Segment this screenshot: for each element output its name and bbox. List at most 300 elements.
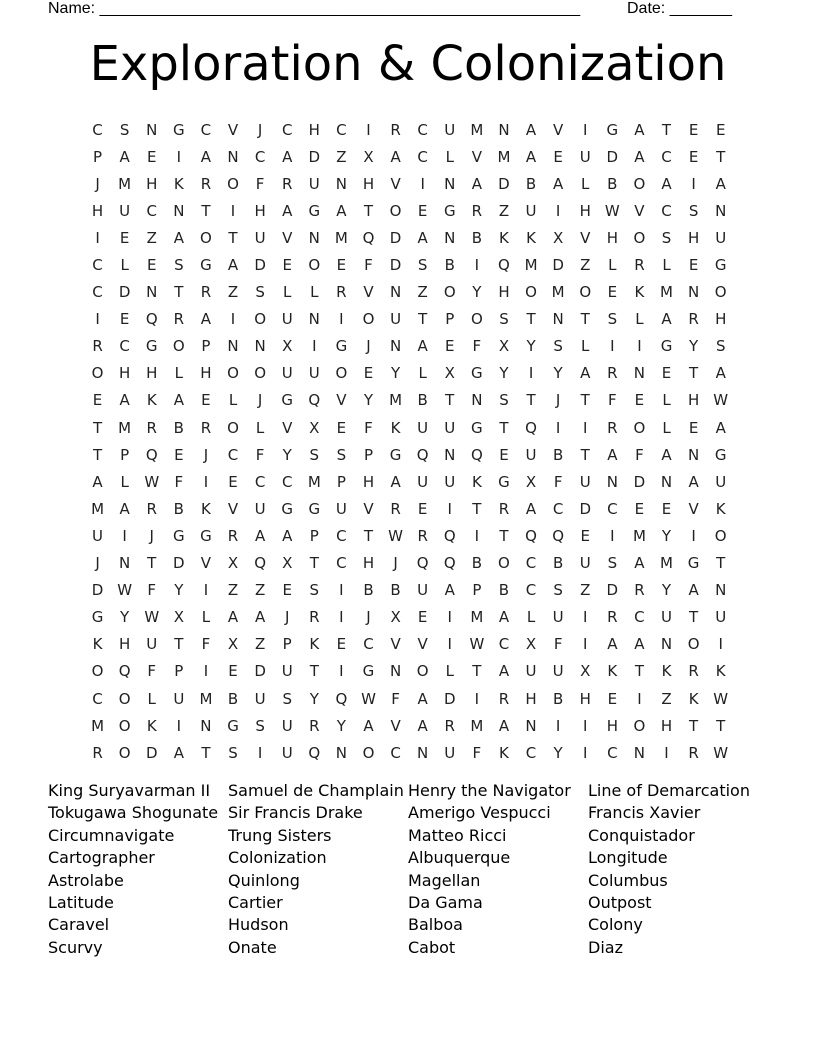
grid-cell[interactable]: Y: [553, 364, 563, 383]
grid-cell[interactable]: C: [498, 635, 510, 654]
grid-cell[interactable]: O: [416, 662, 429, 681]
grid-cell[interactable]: U: [281, 716, 293, 735]
grid-cell[interactable]: N: [389, 662, 402, 681]
grid-cell[interactable]: L: [526, 608, 536, 627]
grid-cell[interactable]: U: [444, 743, 456, 762]
grid-cell[interactable]: H: [362, 472, 375, 491]
grid-cell[interactable]: A: [498, 716, 510, 735]
grid-cell[interactable]: D: [443, 689, 456, 708]
grid-cell[interactable]: Q: [552, 526, 565, 545]
grid-cell[interactable]: X: [363, 147, 374, 166]
grid-cell[interactable]: T: [526, 310, 536, 329]
grid-cell[interactable]: C: [92, 283, 103, 302]
grid-cell[interactable]: Y: [661, 581, 672, 600]
grid-cell[interactable]: V: [634, 201, 645, 220]
grid-cell[interactable]: A: [417, 337, 428, 356]
grid-cell[interactable]: P: [174, 662, 184, 681]
grid-cell[interactable]: A: [498, 662, 510, 681]
grid-cell[interactable]: B: [227, 689, 239, 708]
grid-cell[interactable]: I: [474, 526, 480, 545]
grid-cell[interactable]: O: [525, 283, 537, 302]
grid-cell[interactable]: A: [444, 581, 455, 600]
grid-cell[interactable]: S: [499, 310, 509, 329]
grid-cell[interactable]: Y: [336, 716, 346, 735]
grid-cell[interactable]: H: [308, 120, 320, 139]
grid-cell[interactable]: T: [580, 445, 590, 464]
grid-cell[interactable]: U: [173, 689, 185, 708]
grid-cell[interactable]: V: [580, 228, 591, 247]
grid-cell[interactable]: I: [339, 662, 344, 681]
grid-cell[interactable]: I: [447, 608, 452, 627]
grid-cell[interactable]: R: [336, 283, 347, 302]
grid-cell[interactable]: D: [498, 174, 510, 193]
grid-cell[interactable]: E: [119, 310, 130, 329]
grid-cell[interactable]: A: [227, 256, 239, 275]
grid-cell[interactable]: W: [117, 581, 133, 600]
grid-cell[interactable]: Q: [118, 662, 131, 681]
grid-cell[interactable]: P: [363, 445, 373, 464]
grid-cell[interactable]: O: [687, 635, 700, 654]
grid-cell[interactable]: M: [497, 147, 511, 166]
grid-cell[interactable]: E: [336, 635, 347, 654]
grid-cell[interactable]: I: [583, 120, 588, 139]
grid-cell[interactable]: T: [174, 635, 184, 654]
grid-cell[interactable]: A: [363, 716, 374, 735]
grid-cell[interactable]: R: [634, 581, 645, 600]
grid-cell[interactable]: C: [552, 499, 564, 518]
grid-cell[interactable]: E: [146, 256, 157, 275]
grid-cell[interactable]: N: [552, 310, 564, 329]
grid-cell[interactable]: X: [444, 364, 455, 383]
grid-cell[interactable]: U: [715, 472, 727, 491]
grid-cell[interactable]: C: [336, 120, 347, 139]
grid-cell[interactable]: H: [146, 174, 158, 193]
grid-cell[interactable]: V: [336, 391, 347, 410]
grid-cell[interactable]: F: [635, 445, 644, 464]
grid-cell[interactable]: X: [227, 635, 239, 654]
grid-cell[interactable]: S: [174, 256, 184, 275]
grid-cell[interactable]: F: [553, 472, 563, 491]
grid-cell[interactable]: C: [281, 120, 293, 139]
grid-cell[interactable]: T: [201, 743, 211, 762]
grid-cell[interactable]: J: [366, 608, 371, 627]
grid-cell[interactable]: U: [281, 743, 293, 762]
grid-cell[interactable]: M: [307, 472, 321, 491]
grid-cell[interactable]: S: [499, 391, 509, 410]
grid-cell[interactable]: N: [715, 201, 727, 220]
grid-cell[interactable]: E: [580, 526, 590, 545]
grid-cell[interactable]: I: [366, 120, 371, 139]
grid-cell[interactable]: Q: [470, 445, 483, 464]
grid-cell[interactable]: C: [200, 120, 212, 139]
grid-cell[interactable]: H: [687, 391, 700, 410]
grid-cell[interactable]: I: [339, 310, 344, 329]
grid-cell[interactable]: E: [688, 418, 699, 437]
grid-cell[interactable]: T: [499, 418, 509, 437]
grid-cell[interactable]: T: [309, 662, 319, 681]
grid-cell[interactable]: E: [201, 391, 211, 410]
grid-cell[interactable]: B: [552, 689, 564, 708]
grid-cell[interactable]: Y: [472, 283, 482, 302]
grid-cell[interactable]: J: [366, 337, 371, 356]
grid-cell[interactable]: K: [173, 174, 184, 193]
grid-cell[interactable]: J: [393, 554, 398, 573]
grid-cell[interactable]: R: [92, 337, 103, 356]
grid-cell[interactable]: O: [118, 689, 131, 708]
grid-cell[interactable]: L: [445, 662, 454, 681]
grid-cell[interactable]: A: [715, 174, 726, 193]
grid-cell[interactable]: G: [281, 391, 294, 410]
grid-cell[interactable]: A: [254, 526, 266, 545]
grid-cell[interactable]: P: [472, 581, 482, 600]
grid-cell[interactable]: A: [119, 391, 130, 410]
grid-cell[interactable]: I: [339, 581, 344, 600]
grid-cell[interactable]: P: [120, 445, 130, 464]
grid-cell[interactable]: A: [119, 499, 130, 518]
grid-cell[interactable]: T: [363, 526, 374, 545]
grid-cell[interactable]: R: [417, 526, 428, 545]
grid-cell[interactable]: B: [552, 445, 564, 464]
grid-cell[interactable]: H: [606, 228, 618, 247]
grid-cell[interactable]: N: [660, 635, 673, 654]
grid-cell[interactable]: E: [92, 391, 103, 410]
grid-cell[interactable]: T: [92, 418, 103, 437]
grid-cell[interactable]: S: [661, 228, 672, 247]
grid-cell[interactable]: E: [228, 472, 238, 491]
grid-cell[interactable]: L: [418, 364, 427, 383]
grid-cell[interactable]: L: [310, 283, 319, 302]
grid-cell[interactable]: V: [390, 635, 401, 654]
grid-cell[interactable]: K: [390, 418, 401, 437]
grid-cell[interactable]: B: [444, 256, 455, 275]
grid-cell[interactable]: S: [607, 310, 618, 329]
grid-cell[interactable]: O: [362, 310, 375, 329]
grid-cell[interactable]: R: [471, 201, 483, 220]
grid-cell[interactable]: A: [254, 608, 266, 627]
grid-cell[interactable]: W: [144, 608, 160, 627]
grid-cell[interactable]: A: [173, 391, 184, 410]
grid-cell[interactable]: Z: [417, 283, 428, 302]
grid-cell[interactable]: P: [336, 472, 346, 491]
grid-cell[interactable]: L: [635, 310, 644, 329]
grid-cell[interactable]: I: [637, 337, 642, 356]
grid-cell[interactable]: G: [714, 445, 727, 464]
grid-cell[interactable]: S: [336, 445, 347, 464]
grid-cell[interactable]: U: [715, 608, 727, 627]
grid-cell[interactable]: T: [716, 147, 726, 166]
grid-cell[interactable]: E: [282, 581, 292, 600]
grid-cell[interactable]: C: [92, 256, 103, 275]
grid-cell[interactable]: U: [146, 635, 158, 654]
grid-cell[interactable]: C: [525, 581, 537, 600]
grid-cell[interactable]: G: [227, 716, 239, 735]
grid-cell[interactable]: D: [633, 472, 646, 491]
grid-cell[interactable]: E: [607, 283, 618, 302]
grid-cell[interactable]: T: [634, 662, 644, 681]
grid-cell[interactable]: Z: [336, 147, 347, 166]
grid-cell[interactable]: A: [417, 228, 428, 247]
grid-cell[interactable]: W: [361, 689, 376, 708]
grid-cell[interactable]: A: [498, 608, 510, 627]
grid-cell[interactable]: U: [281, 364, 293, 383]
grid-cell[interactable]: U: [444, 472, 456, 491]
grid-cell[interactable]: N: [119, 554, 131, 573]
grid-cell[interactable]: E: [336, 418, 347, 437]
grid-cell[interactable]: G: [443, 201, 456, 220]
grid-cell[interactable]: I: [95, 228, 100, 247]
grid-cell[interactable]: H: [687, 228, 700, 247]
grid-cell[interactable]: M: [118, 174, 132, 193]
grid-cell[interactable]: G: [606, 120, 619, 139]
grid-cell[interactable]: C: [525, 554, 537, 573]
grid-cell[interactable]: E: [634, 391, 645, 410]
grid-cell[interactable]: G: [200, 526, 212, 545]
grid-cell[interactable]: V: [471, 147, 482, 166]
grid-cell[interactable]: U: [552, 662, 564, 681]
grid-cell[interactable]: F: [255, 445, 265, 464]
grid-cell[interactable]: V: [390, 716, 401, 735]
grid-cell[interactable]: K: [146, 391, 157, 410]
grid-cell[interactable]: C: [634, 608, 645, 627]
grid-cell[interactable]: E: [499, 445, 509, 464]
grid-cell[interactable]: P: [93, 147, 103, 166]
grid-cell[interactable]: S: [553, 581, 563, 600]
grid-cell[interactable]: E: [146, 147, 157, 166]
grid-cell[interactable]: I: [203, 662, 209, 681]
grid-cell[interactable]: U: [525, 445, 537, 464]
grid-cell[interactable]: O: [389, 201, 402, 220]
grid-cell[interactable]: N: [335, 174, 347, 193]
grid-cell[interactable]: X: [553, 228, 564, 247]
grid-cell[interactable]: A: [607, 635, 618, 654]
grid-cell[interactable]: L: [228, 391, 238, 410]
grid-cell[interactable]: U: [308, 174, 320, 193]
grid-cell[interactable]: U: [308, 364, 320, 383]
grid-cell[interactable]: I: [555, 418, 561, 437]
grid-cell[interactable]: A: [200, 310, 212, 329]
grid-cell[interactable]: T: [363, 201, 374, 220]
grid-cell[interactable]: T: [580, 310, 590, 329]
grid-cell[interactable]: Z: [227, 581, 239, 600]
grid-cell[interactable]: L: [662, 391, 671, 410]
grid-cell[interactable]: B: [173, 499, 184, 518]
grid-cell[interactable]: F: [608, 391, 617, 410]
grid-cell[interactable]: F: [391, 689, 400, 708]
grid-cell[interactable]: E: [688, 147, 699, 166]
grid-cell[interactable]: U: [715, 228, 727, 247]
grid-cell[interactable]: U: [254, 689, 266, 708]
grid-cell[interactable]: U: [444, 120, 456, 139]
grid-cell[interactable]: D: [389, 256, 402, 275]
grid-cell[interactable]: O: [498, 554, 510, 573]
grid-cell[interactable]: U: [254, 499, 266, 518]
grid-cell[interactable]: V: [227, 120, 239, 139]
grid-cell[interactable]: H: [579, 689, 591, 708]
grid-cell[interactable]: R: [688, 743, 699, 762]
grid-cell[interactable]: A: [336, 201, 347, 220]
grid-cell[interactable]: P: [309, 526, 319, 545]
grid-cell[interactable]: J: [95, 174, 100, 193]
name-field-label[interactable]: Name: ______________________________________________________: [48, 0, 581, 17]
grid-cell[interactable]: H: [606, 716, 618, 735]
grid-cell[interactable]: N: [200, 716, 212, 735]
grid-cell[interactable]: I: [583, 418, 588, 437]
grid-cell[interactable]: K: [715, 662, 726, 681]
grid-cell[interactable]: I: [339, 608, 344, 627]
grid-cell[interactable]: I: [691, 526, 696, 545]
grid-cell[interactable]: N: [173, 201, 185, 220]
grid-cell[interactable]: I: [312, 337, 317, 356]
grid-cell[interactable]: I: [610, 526, 615, 545]
grid-cell[interactable]: I: [583, 743, 588, 762]
grid-cell[interactable]: J: [555, 391, 561, 410]
grid-cell[interactable]: T: [689, 716, 699, 735]
grid-cell[interactable]: P: [445, 310, 455, 329]
grid-cell[interactable]: T: [201, 201, 211, 220]
grid-cell[interactable]: S: [282, 689, 292, 708]
grid-cell[interactable]: G: [281, 499, 294, 518]
grid-cell[interactable]: X: [173, 608, 184, 627]
grid-cell[interactable]: I: [420, 174, 425, 193]
grid-cell[interactable]: H: [119, 364, 131, 383]
grid-cell[interactable]: B: [607, 174, 618, 193]
grid-cell[interactable]: M: [660, 554, 673, 573]
grid-cell[interactable]: D: [606, 581, 619, 600]
grid-cell[interactable]: N: [227, 147, 239, 166]
grid-cell[interactable]: R: [498, 689, 510, 708]
grid-cell[interactable]: Q: [308, 743, 321, 762]
grid-cell[interactable]: R: [688, 310, 699, 329]
grid-cell[interactable]: U: [281, 662, 293, 681]
grid-cell[interactable]: T: [472, 662, 482, 681]
grid-cell[interactable]: V: [390, 174, 401, 193]
grid-cell[interactable]: R: [92, 743, 103, 762]
grid-cell[interactable]: O: [254, 310, 267, 329]
grid-cell[interactable]: K: [634, 283, 645, 302]
grid-cell[interactable]: K: [201, 499, 211, 518]
grid-cell[interactable]: A: [688, 581, 699, 600]
grid-cell[interactable]: I: [230, 310, 236, 329]
grid-cell[interactable]: K: [146, 716, 157, 735]
grid-cell[interactable]: R: [390, 499, 401, 518]
grid-cell[interactable]: R: [607, 418, 618, 437]
grid-cell[interactable]: X: [282, 554, 293, 573]
grid-cell[interactable]: Q: [145, 310, 158, 329]
grid-cell[interactable]: I: [122, 526, 127, 545]
grid-cell[interactable]: X: [390, 608, 401, 627]
grid-cell[interactable]: H: [579, 201, 591, 220]
grid-cell[interactable]: V: [282, 228, 293, 247]
grid-cell[interactable]: I: [257, 743, 263, 762]
grid-cell[interactable]: C: [336, 526, 347, 545]
grid-cell[interactable]: V: [553, 120, 564, 139]
grid-cell[interactable]: S: [553, 337, 563, 356]
grid-cell[interactable]: B: [471, 228, 482, 247]
grid-cell[interactable]: N: [606, 472, 618, 491]
grid-cell[interactable]: T: [228, 228, 238, 247]
grid-cell[interactable]: X: [498, 337, 510, 356]
grid-cell[interactable]: M: [470, 120, 484, 139]
grid-cell[interactable]: W: [388, 526, 403, 545]
grid-cell[interactable]: N: [335, 743, 347, 762]
grid-cell[interactable]: C: [146, 201, 157, 220]
grid-cell[interactable]: I: [176, 147, 182, 166]
grid-cell[interactable]: N: [498, 120, 510, 139]
grid-cell[interactable]: Q: [525, 418, 537, 437]
grid-cell[interactable]: L: [662, 418, 671, 437]
grid-cell[interactable]: V: [417, 635, 428, 654]
grid-cell[interactable]: Y: [689, 337, 699, 356]
grid-cell[interactable]: D: [552, 256, 564, 275]
grid-cell[interactable]: Q: [335, 689, 348, 708]
grid-cell[interactable]: O: [254, 364, 267, 383]
grid-cell[interactable]: X: [525, 635, 537, 654]
grid-cell[interactable]: N: [525, 716, 537, 735]
grid-cell[interactable]: B: [525, 174, 537, 193]
grid-cell[interactable]: R: [281, 174, 293, 193]
grid-cell[interactable]: B: [471, 554, 482, 573]
grid-cell[interactable]: L: [608, 256, 617, 275]
grid-cell[interactable]: O: [335, 364, 348, 383]
grid-cell[interactable]: S: [715, 337, 726, 356]
grid-cell[interactable]: N: [389, 283, 402, 302]
grid-cell[interactable]: O: [227, 174, 239, 193]
grid-cell[interactable]: G: [173, 526, 185, 545]
grid-cell[interactable]: C: [363, 635, 374, 654]
grid-cell[interactable]: I: [203, 581, 209, 600]
grid-cell[interactable]: Z: [254, 635, 266, 654]
grid-cell[interactable]: V: [363, 499, 374, 518]
grid-cell[interactable]: N: [444, 174, 456, 193]
grid-cell[interactable]: M: [470, 716, 484, 735]
grid-cell[interactable]: M: [91, 716, 105, 735]
grid-cell[interactable]: A: [607, 445, 618, 464]
grid-cell[interactable]: G: [200, 256, 212, 275]
grid-cell[interactable]: B: [498, 581, 510, 600]
grid-cell[interactable]: P: [201, 337, 211, 356]
grid-cell[interactable]: G: [335, 337, 348, 356]
grid-cell[interactable]: N: [146, 283, 158, 302]
grid-cell[interactable]: G: [714, 256, 727, 275]
grid-cell[interactable]: L: [581, 174, 590, 193]
grid-cell[interactable]: G: [687, 554, 700, 573]
grid-cell[interactable]: V: [688, 499, 699, 518]
grid-cell[interactable]: I: [555, 716, 561, 735]
grid-cell[interactable]: Z: [661, 689, 672, 708]
grid-cell[interactable]: U: [92, 526, 104, 545]
grid-cell[interactable]: K: [309, 635, 320, 654]
grid-cell[interactable]: I: [203, 472, 209, 491]
grid-cell[interactable]: L: [120, 472, 129, 491]
grid-cell[interactable]: A: [715, 364, 726, 383]
grid-cell[interactable]: F: [147, 581, 157, 600]
grid-cell[interactable]: A: [200, 147, 212, 166]
grid-cell[interactable]: K: [92, 635, 103, 654]
grid-cell[interactable]: D: [173, 554, 185, 573]
grid-cell[interactable]: G: [91, 608, 104, 627]
grid-cell[interactable]: N: [715, 581, 727, 600]
grid-cell[interactable]: A: [390, 147, 401, 166]
grid-cell[interactable]: N: [687, 445, 700, 464]
grid-cell[interactable]: T: [309, 554, 319, 573]
grid-cell[interactable]: I: [664, 743, 669, 762]
grid-cell[interactable]: N: [687, 283, 700, 302]
grid-cell[interactable]: K: [471, 472, 482, 491]
grid-cell[interactable]: D: [118, 283, 131, 302]
grid-cell[interactable]: O: [443, 283, 456, 302]
grid-cell[interactable]: D: [579, 499, 592, 518]
grid-cell[interactable]: Q: [525, 526, 537, 545]
